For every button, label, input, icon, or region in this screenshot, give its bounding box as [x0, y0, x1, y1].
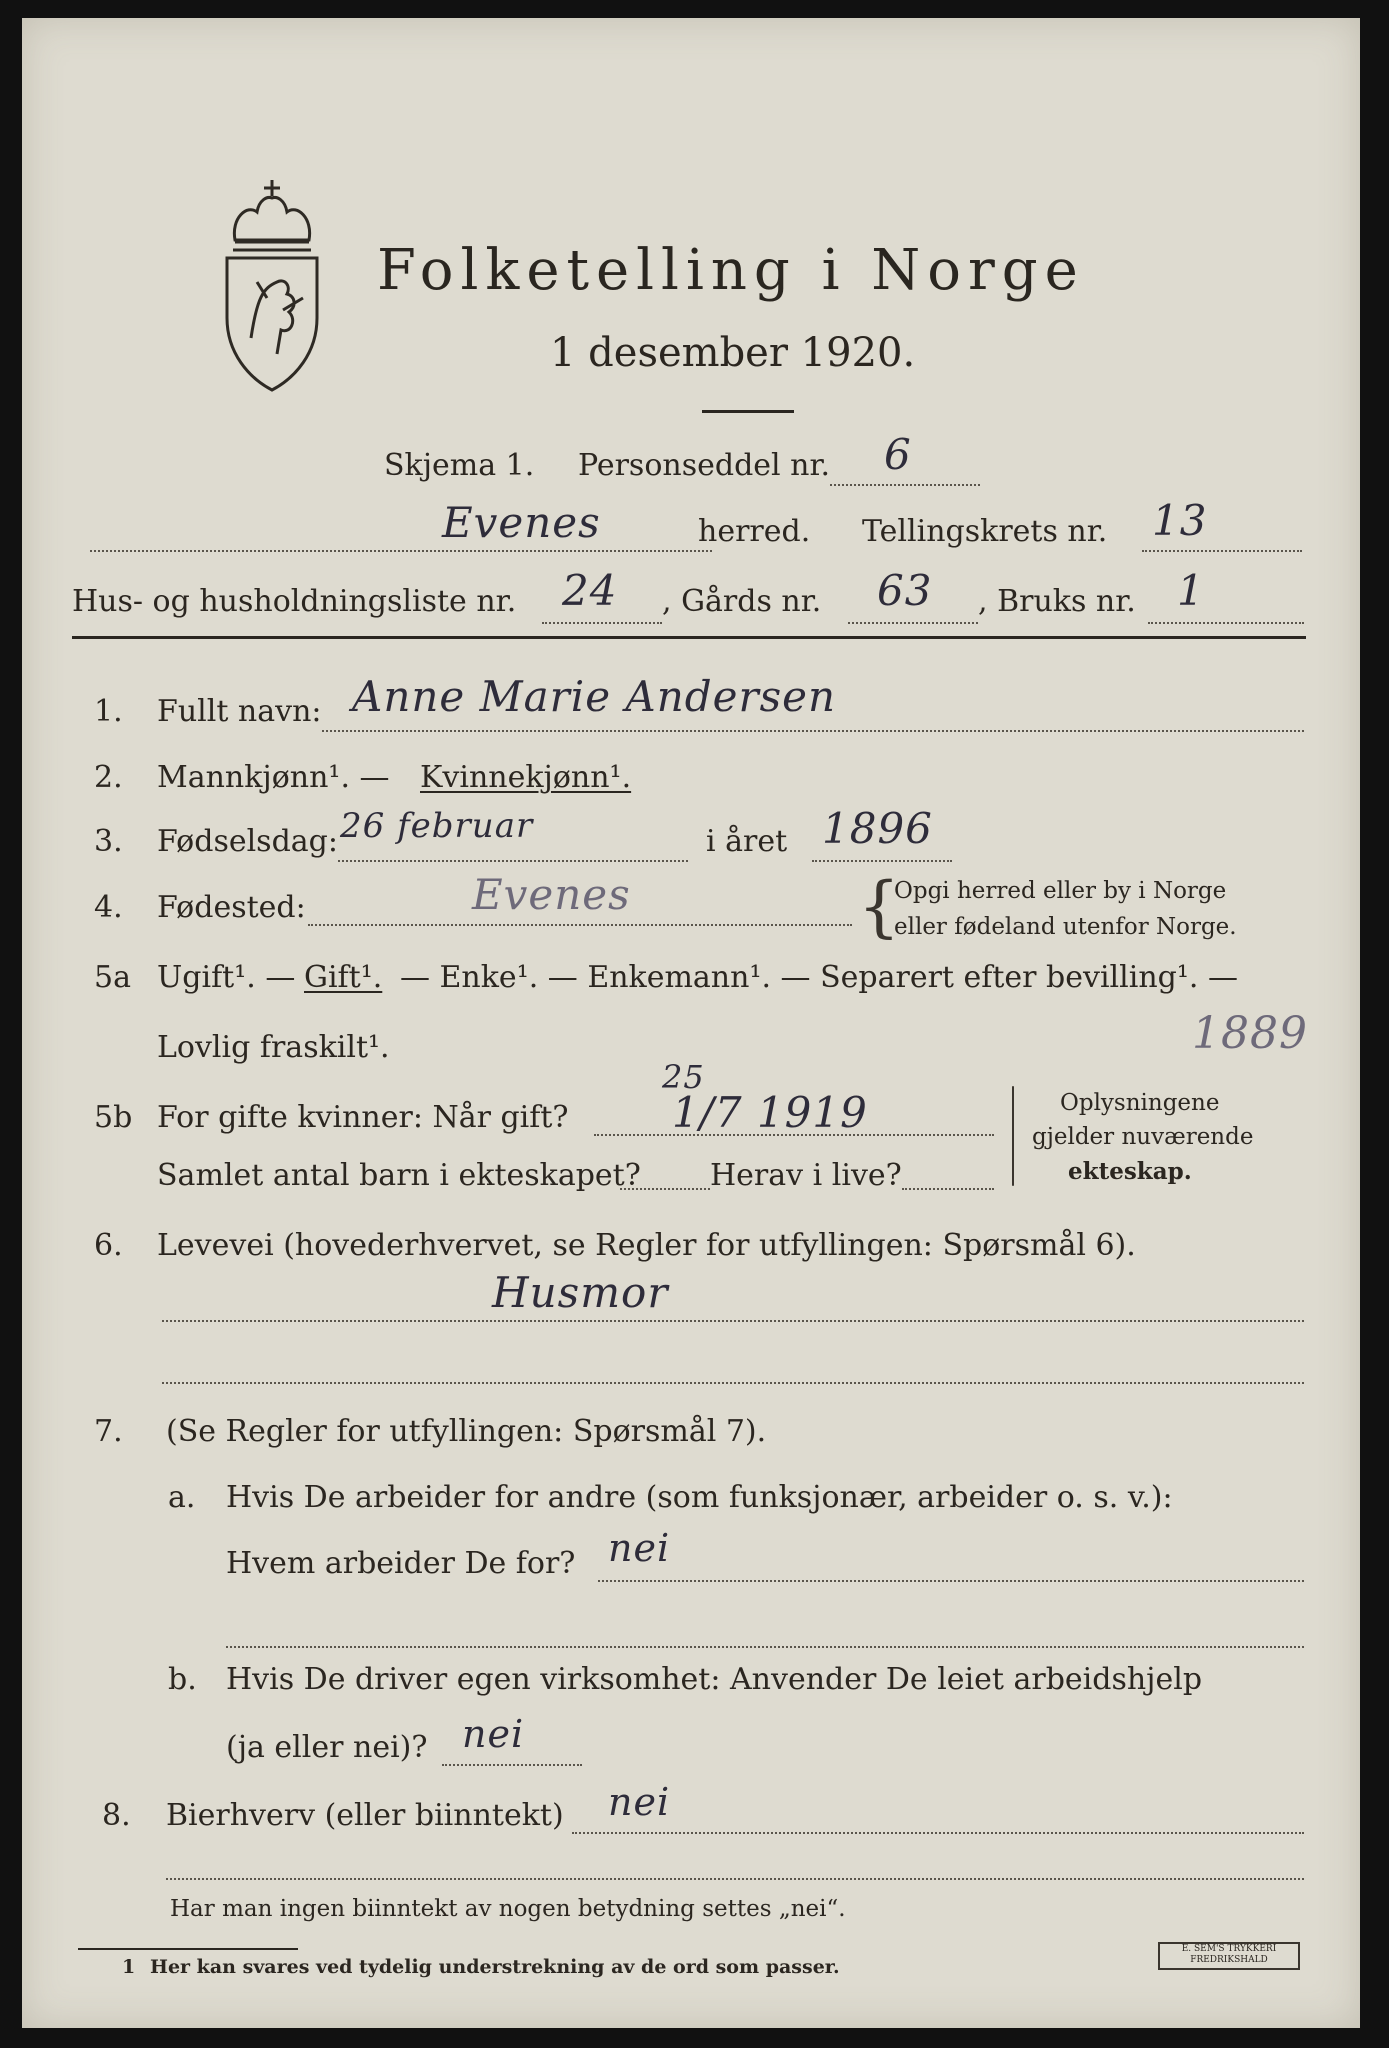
q5a-line2: Lovlig fraskilt¹.	[157, 1030, 390, 1065]
census-date: 1 desember 1920.	[550, 330, 916, 376]
footnote-number: 1	[122, 1956, 136, 1978]
q1-line	[322, 730, 1304, 732]
q4-label: Fødested:	[157, 890, 306, 925]
q5b-note-line1: Oplysningene	[1060, 1090, 1220, 1116]
header-rule	[72, 636, 1306, 639]
gards-label: , Gårds nr.	[662, 584, 822, 619]
q5b-value: 1/7 1919	[672, 1088, 868, 1137]
printer-stamp-line1: E. SEM'S TRYKKERI	[1181, 1944, 1277, 1954]
bruks-label: , Bruks nr.	[978, 584, 1136, 619]
q6-line2	[162, 1382, 1304, 1384]
q5b-number: 5b	[94, 1100, 133, 1135]
q7b-line	[442, 1764, 582, 1766]
q1-value: Anne Marie Andersen	[352, 672, 837, 721]
q7b-label: Hvis De driver egen virksomhet: Anvender De leiet arbeidshjelp	[226, 1662, 1203, 1697]
form-title: Folketelling i Norge	[377, 238, 1085, 303]
husholdningsliste-line	[542, 622, 662, 624]
tellingskrets-label: Tellingskrets nr.	[862, 514, 1108, 549]
q6-number: 6.	[94, 1228, 123, 1263]
q8-line2	[166, 1878, 1304, 1880]
q6-line1	[162, 1320, 1304, 1322]
q2-number: 2.	[94, 760, 123, 795]
q5b-barn-line	[620, 1188, 710, 1190]
q3-year-value: 1896	[822, 804, 933, 853]
q2-male: Mannkjønn¹. —	[157, 760, 390, 795]
q7-label: (Se Regler for utfyllingen: Spørsmål 7).	[166, 1414, 767, 1449]
q7-number: 7.	[94, 1414, 123, 1449]
q3-number: 3.	[94, 824, 123, 859]
q4-brace: {	[858, 868, 900, 945]
q7b-value: nei	[462, 1712, 525, 1756]
husholdningsliste-label: Hus- og husholdningsliste nr.	[72, 584, 517, 619]
q5a-ugift: Ugift¹. —	[157, 960, 296, 995]
tellingskrets-value: 13	[1152, 496, 1208, 545]
gards-line	[848, 622, 978, 624]
q7b-question: (ja eller nei)?	[226, 1730, 428, 1765]
q4-note-line2: eller fødeland utenfor Norge.	[894, 914, 1237, 940]
census-form	[22, 18, 1360, 2028]
q1-number: 1.	[94, 694, 123, 729]
q8-label: Bierhverv (eller biinntekt)	[166, 1798, 564, 1833]
husholdningsliste-value: 24	[562, 566, 618, 615]
q2-female: Kvinnekjønn¹.	[420, 760, 632, 795]
tellingskrets-line	[1142, 550, 1302, 552]
q6-value: Husmor	[492, 1268, 669, 1317]
herred-label: herred.	[698, 514, 811, 549]
personseddel-label: Personseddel nr.	[578, 448, 831, 483]
q7a-label: Hvis De arbeider for andre (som funksjonær, arbeider o. s. v.):	[226, 1480, 1173, 1515]
q8-line	[572, 1832, 1304, 1834]
q3-year-line	[812, 860, 952, 862]
q5a-gift: Gift¹.	[304, 960, 383, 995]
q1-label: Fullt navn:	[157, 694, 322, 729]
q3-line	[338, 860, 688, 862]
q5a-rest: — Enke¹. — Enkemann¹. — Separert efter bevilling¹. —	[400, 960, 1238, 995]
q7a-line2	[226, 1646, 1304, 1648]
q7a-letter: a.	[168, 1480, 196, 1515]
q5b-label: For gifte kvinner: Når gift?	[157, 1100, 569, 1135]
q3-year-label: i året	[706, 824, 788, 859]
q8-number: 8.	[102, 1798, 131, 1833]
q5b-live-line	[902, 1188, 994, 1190]
q5b-note-line2: gjelder nuværende	[1032, 1124, 1254, 1150]
q5a-number: 5a	[94, 960, 131, 995]
gards-value: 63	[877, 566, 933, 615]
printer-stamp-line2: FREDRIKSHALD	[1190, 1955, 1268, 1965]
q4-note-line1: Opgi herred eller by i Norge	[894, 878, 1227, 904]
title-divider	[702, 410, 794, 413]
q4-number: 4.	[94, 890, 123, 925]
footer-note: Har man ingen biinntekt av nogen betydning settes „nei“.	[170, 1896, 846, 1922]
q5b-brace	[1012, 1086, 1014, 1186]
q4-value: Evenes	[472, 870, 631, 919]
coat-of-arms-icon	[217, 178, 327, 393]
footnote-text: Her kan svares ved tydelig understrekning av de ord som passer.	[150, 1956, 840, 1978]
herred-line	[90, 550, 712, 552]
printer-stamp	[1158, 1942, 1300, 1970]
q7a-line	[598, 1580, 1304, 1582]
q5b-value-top: 25	[662, 1058, 705, 1096]
q6-label: Levevei (hovederhvervet, se Regler for utfyllingen: Spørsmål 6).	[157, 1228, 1136, 1263]
skjema-label: Skjema 1.	[384, 448, 535, 483]
q7b-letter: b.	[168, 1662, 197, 1697]
q8-value: nei	[608, 1780, 671, 1824]
personseddel-line	[830, 484, 980, 486]
q7a-value: nei	[608, 1526, 671, 1570]
q4-line	[308, 924, 852, 926]
herred-value: Evenes	[442, 498, 601, 547]
q5b-live-label: Herav i live?	[710, 1158, 902, 1193]
bruks-value: 1	[1177, 566, 1205, 615]
q5b-barn-label: Samlet antal barn i ekteskapet?	[157, 1158, 641, 1193]
q5b-note-line3: ekteskap.	[1068, 1158, 1192, 1185]
personseddel-value: 6	[884, 430, 912, 479]
bruks-line	[1148, 622, 1304, 624]
q7a-question: Hvem arbeider De for?	[226, 1546, 576, 1581]
q3-label: Fødselsdag:	[157, 824, 338, 859]
q3-value: 26 februar	[340, 806, 534, 846]
footnote-rule	[78, 1948, 298, 1950]
q5a-margin-note: 1889	[1192, 1008, 1308, 1059]
